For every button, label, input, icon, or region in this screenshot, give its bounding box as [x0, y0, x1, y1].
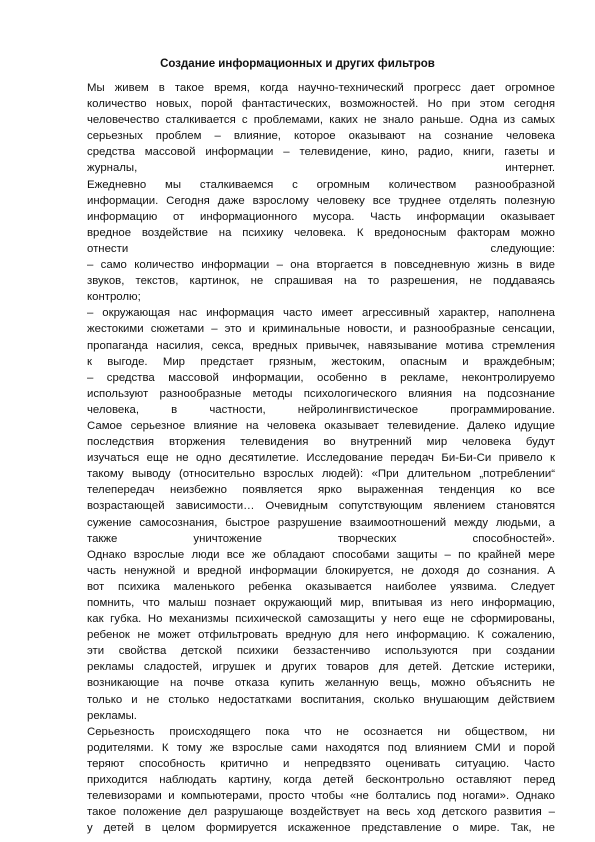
body-text-line: часть ненужной и вредной информации блокируется, не доходя до сознания. А: [87, 564, 555, 577]
body-text-line: возрастающей зависимости… Очевидным сопутствующим явлением становятся: [87, 500, 555, 513]
body-text-line: человека, в частности, нейролингвистическое программирование.: [87, 403, 555, 416]
body-text-line: вот психика маленького ребенка оказывается наиболее уязвима. Следует: [87, 580, 555, 593]
body-text-line: Самое серьезное влияние на человека оказывает телевидение. Далеко идущие: [87, 419, 555, 432]
body-text-line: также уничтожение творческих способностей».: [87, 532, 555, 545]
body-text-line: серьезных проблем – влияние, которое оказывают на сознание человека: [87, 130, 555, 143]
body-text-line: – само количество информации – она вторгается в повседневную жизнь в виде: [87, 259, 555, 272]
body-text-line: рекламы сладостей, игрушек и других товаров для детей. Детские истерики,: [87, 661, 555, 674]
body-text-line: теряют способность критично и непредвзято оценивать ситуацию. Часто: [87, 757, 555, 770]
body-text-line: сужение самосознания, быстрое разрушение взаимоотношений между людьми, а: [87, 516, 555, 529]
body-text-line: приходится наблюдать картину, когда детей бесконтрольно оставляют перед: [87, 774, 555, 787]
body-text-line: журналы, интернет.: [87, 162, 555, 175]
body-text-line: телепередач неизбежно появляется ярко выраженная тенденция ко все: [87, 484, 555, 497]
body-text-line: ребенок не может отфильтровать вредную для него информацию. К сожалению,: [87, 629, 555, 642]
body-text-line: телевизорами и компьютерами, просто чтобы «не болтались под ногами». Однако: [87, 790, 555, 803]
body-text-line: Однако взрослые люди все же обладают способами защиты – по крайней мере: [87, 548, 555, 561]
body-text-line: жестокими сюжетами – это и криминальные новости, и разнообразные сенсации,: [87, 323, 555, 336]
body-text-line: такое положение дел разрушающе воздействует на весь ход детского развития –: [87, 806, 555, 819]
body-text-line: человечество сталкивается с проблемами, каких не знало раньше. Одна из самых: [87, 114, 555, 127]
body-text-line: контролю;: [87, 291, 141, 304]
body-text-line: родителями. К тому же взрослые сами находятся под влиянием СМИ и порой: [87, 741, 555, 754]
body-text-line: изучаться еще не одно десятилетие. Исследование передач Би-Би-Си привело к: [87, 452, 555, 465]
body-text-line: помнить, что малыш познает окружающий мир, впитывая из него информацию,: [87, 597, 555, 609]
body-text-line: у детей в целом формируется искаженное представление о мире. Так, не: [87, 822, 555, 835]
body-text-line: возникающие на почве отказа купить желанную вещь, можно объяснить не: [87, 677, 555, 690]
body-text-line: используют разнообразные методы психологического влияния на подсознание: [87, 387, 555, 400]
body-text-line: информации. Сегодня даже взрослому человеку все труднее отделять полезную: [87, 194, 555, 207]
body-text-line: последствия вторжения телевидения во внутренний мир человека будут: [87, 436, 555, 449]
body-text-line: информацию от информационного мусора. Часть информации оказывает: [87, 210, 555, 223]
body-text-line: вредное воздействие на психику человека. К вредоносным факторам можно: [87, 226, 555, 239]
body-text-line: Ежедневно мы сталкиваемся с огромным количеством разнообразной: [87, 178, 555, 191]
body-text-line: Серьезность происходящего пока что не осознается ни обществом, ни: [87, 725, 555, 738]
document-body: [87, 80, 555, 836]
body-text-line: звуков, текстов, картинок, не спрашивая на то разрешения, не поддаваясь: [87, 275, 555, 288]
body-text-line: как губка. Но механизмы психической самозащиты у него еще не сформированы,: [87, 613, 555, 626]
body-text-line: эти свойства детской психики беззастенчиво используются при создании: [87, 645, 555, 658]
body-text-line: пропаганда насилия, секса, вредных привычек, навязывание мотива стремления: [87, 339, 555, 352]
body-text-line: такому выводу (относительно взрослых людей): «При длительном „потреблении“: [87, 468, 555, 481]
body-text-line: количество новых, порой фантастических, возможностей. Но при этом сегодня: [87, 98, 555, 111]
body-text-line: отнести следующие:: [87, 242, 555, 255]
body-text-line: Мы живем в такое время, когда научно-технический прогресс дает огромное: [87, 82, 555, 94]
body-text-line: – окружающая нас информация часто имеет агрессивный характер, наполнена: [87, 307, 555, 320]
body-text-line: к выгоде. Мир предстает грязным, жестоким, опасным и враждебным;: [87, 355, 555, 368]
body-text-line: рекламы.: [87, 709, 137, 722]
body-text-line: средства массовой информации – телевидение, кино, радио, книги, газеты и: [87, 146, 555, 159]
body-text-line: – средства массовой информации, особенно в рекламе, неконтролируемо: [87, 371, 555, 384]
body-text-line: только и не столько недостатками воспитания, сколько внушающим действием: [87, 693, 555, 706]
document-title: Создание информационных и других фильтров: [160, 58, 435, 70]
